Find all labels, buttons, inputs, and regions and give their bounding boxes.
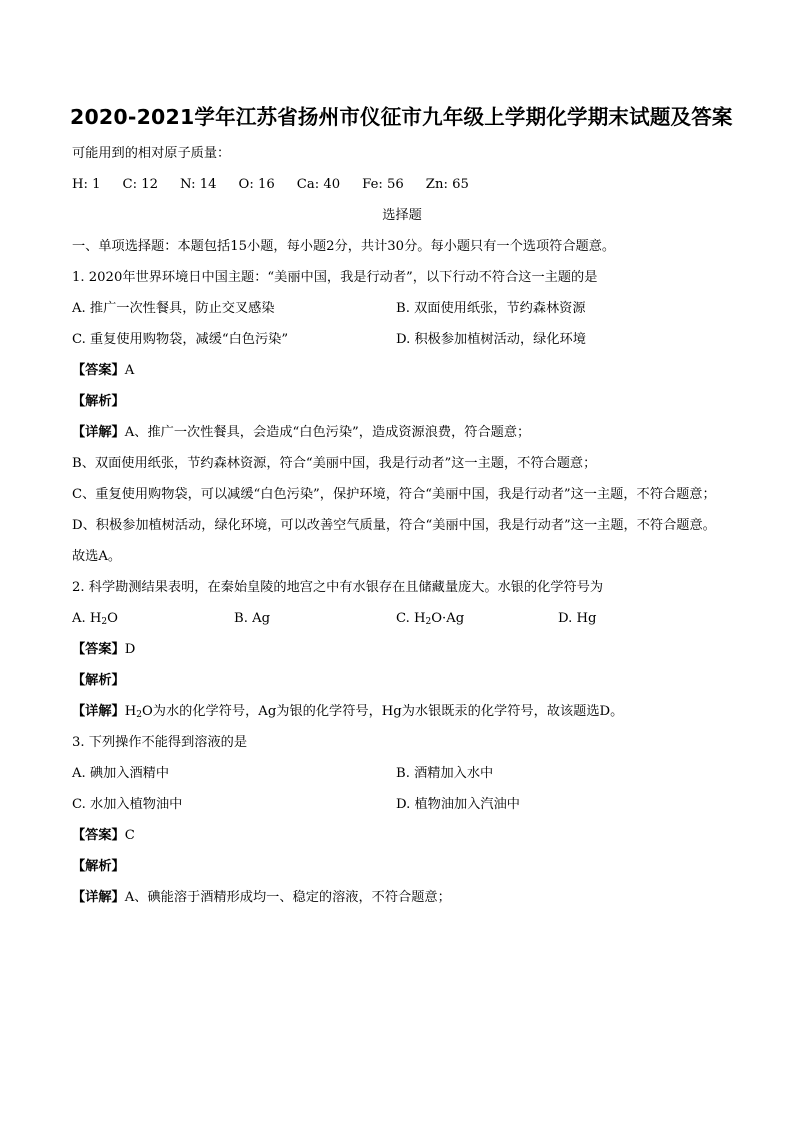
q3-option-b: B. 酒精加入水中 — [396, 766, 494, 781]
q1-option-d: D. 积极参加植树活动，绿化环境 — [396, 332, 586, 347]
q3-options-row2 — [72, 789, 732, 820]
q2-option-c-text: C. H — [396, 611, 426, 626]
q3-detail-a-text: A、碘能溶于酒精形成均一、稳定的溶液，不符合题意； — [124, 890, 451, 905]
document-title: 2020-2021学年江苏省扬州市仪征市九年级上学期化学期末试题及答案 — [70, 105, 733, 129]
q2-analysis — [72, 665, 732, 696]
q1-detail-d: D、积极参加植树活动，绿化环境，可以改善空气质量，符合“美丽中国，我是行动者”这一主题，不符合题意。 — [72, 518, 716, 533]
q2-answer-value: D — [124, 642, 136, 657]
answer-tag: 【答案】 — [72, 828, 125, 843]
answer-tag: 【答案】 — [72, 642, 125, 657]
q1-option-c: C. 重复使用购物袋，减缓“白色污染” — [72, 332, 289, 347]
q1-options-row1 — [72, 293, 732, 324]
q1-answer — [72, 355, 732, 386]
part1-intro: 一、单项选择题：本题包括15小题，每小题2分，共计30分。每小题只有一个选项符合题意。 — [72, 239, 616, 254]
q2-option-a-text: A. H — [72, 611, 102, 626]
q3-stem: 3. 下列操作不能得到溶液的是 — [72, 735, 248, 750]
q3-option-a: A. 碘加入酒精中 — [72, 766, 170, 781]
q3-options-row1 — [72, 758, 732, 789]
q3-detail-a — [72, 882, 732, 913]
atomic-mass-item: C: 12 — [122, 177, 159, 192]
atomic-mass-item: Ca: 40 — [296, 177, 341, 192]
q1-option-b: B. 双面使用纸张，节约森林资源 — [396, 301, 586, 316]
q2-detail-h: H — [124, 704, 137, 719]
section-title: 选择题 — [382, 208, 422, 223]
analysis-tag: 【解析】 — [72, 394, 125, 409]
q3-answer — [72, 820, 732, 851]
atomic-mass-item: Zn: 65 — [425, 177, 469, 192]
q1-options-row2 — [72, 324, 732, 355]
q2-option-a — [72, 603, 234, 634]
detail-tag: 【详解】 — [72, 890, 125, 905]
q2-options-row — [72, 603, 732, 634]
q2-option-c — [396, 603, 558, 634]
q1-answer-value: A — [124, 363, 135, 378]
subscript: 2 — [136, 710, 142, 720]
q2-option-a-o: O — [107, 611, 118, 626]
detail-tag: 【详解】 — [72, 425, 125, 440]
q1-conclusion: 故选A。 — [72, 549, 122, 564]
atomic-mass-item: H: 1 — [72, 177, 101, 192]
q2-option-b: B. Ag — [234, 611, 271, 626]
atomic-mass-item: N: 14 — [180, 177, 217, 192]
subscript: 2 — [425, 617, 432, 627]
q1-stem: 1. 2020年世界环境日中国主题：“美丽中国，我是行动者”，以下行动不符合这一主题的是 — [72, 270, 598, 285]
q2-detail-text: O为水的化学符号，Ag为银的化学符号，Hg为水银既汞的化学符号，故该题选D。 — [142, 704, 624, 719]
atomic-mass-label: 可能用到的相对原子质量： — [72, 146, 231, 161]
q3-answer-value: C — [124, 828, 135, 843]
answer-tag: 【答案】 — [72, 363, 125, 378]
q2-option-c-suffix: O·Ag — [431, 611, 465, 626]
q3-option-d: D. 植物油加入汽油中 — [396, 797, 520, 812]
detail-tag: 【详解】 — [72, 704, 125, 719]
atomic-mass-item: Fe: 56 — [362, 177, 404, 192]
q2-answer — [72, 634, 732, 665]
analysis-tag: 【解析】 — [72, 673, 125, 688]
q2-detail — [72, 696, 732, 727]
q1-detail-a — [72, 417, 732, 448]
q2-stem: 2. 科学勘测结果表明，在秦始皇陵的地宫之中有水银存在且储藏量庞大。水银的化学符号为 — [72, 580, 604, 595]
q1-detail-c: C、重复使用购物袋，可以减缓“白色污染”，保护环境，符合“美丽中国，我是行动者”这一主题，不符合题意； — [72, 487, 716, 502]
q1-detail-a-text: A、推广一次性餐具，会造成“白色污染”，造成资源浪费，符合题意； — [124, 425, 531, 440]
q1-detail-b: B、双面使用纸张，节约森林资源，符合“美丽中国，我是行动者”这一主题，不符合题意； — [72, 456, 597, 471]
q2-option-d: D. Hg — [558, 611, 597, 626]
atomic-mass-item: O: 16 — [238, 177, 275, 192]
q1-analysis — [72, 386, 732, 417]
atomic-mass-list — [72, 169, 732, 200]
q1-option-a: A. 推广一次性餐具，防止交叉感染 — [72, 301, 275, 316]
q3-analysis — [72, 851, 732, 882]
document-page — [72, 96, 732, 913]
q3-option-c: C. 水加入植物油中 — [72, 797, 183, 812]
analysis-tag: 【解析】 — [72, 859, 125, 874]
subscript: 2 — [101, 617, 108, 627]
